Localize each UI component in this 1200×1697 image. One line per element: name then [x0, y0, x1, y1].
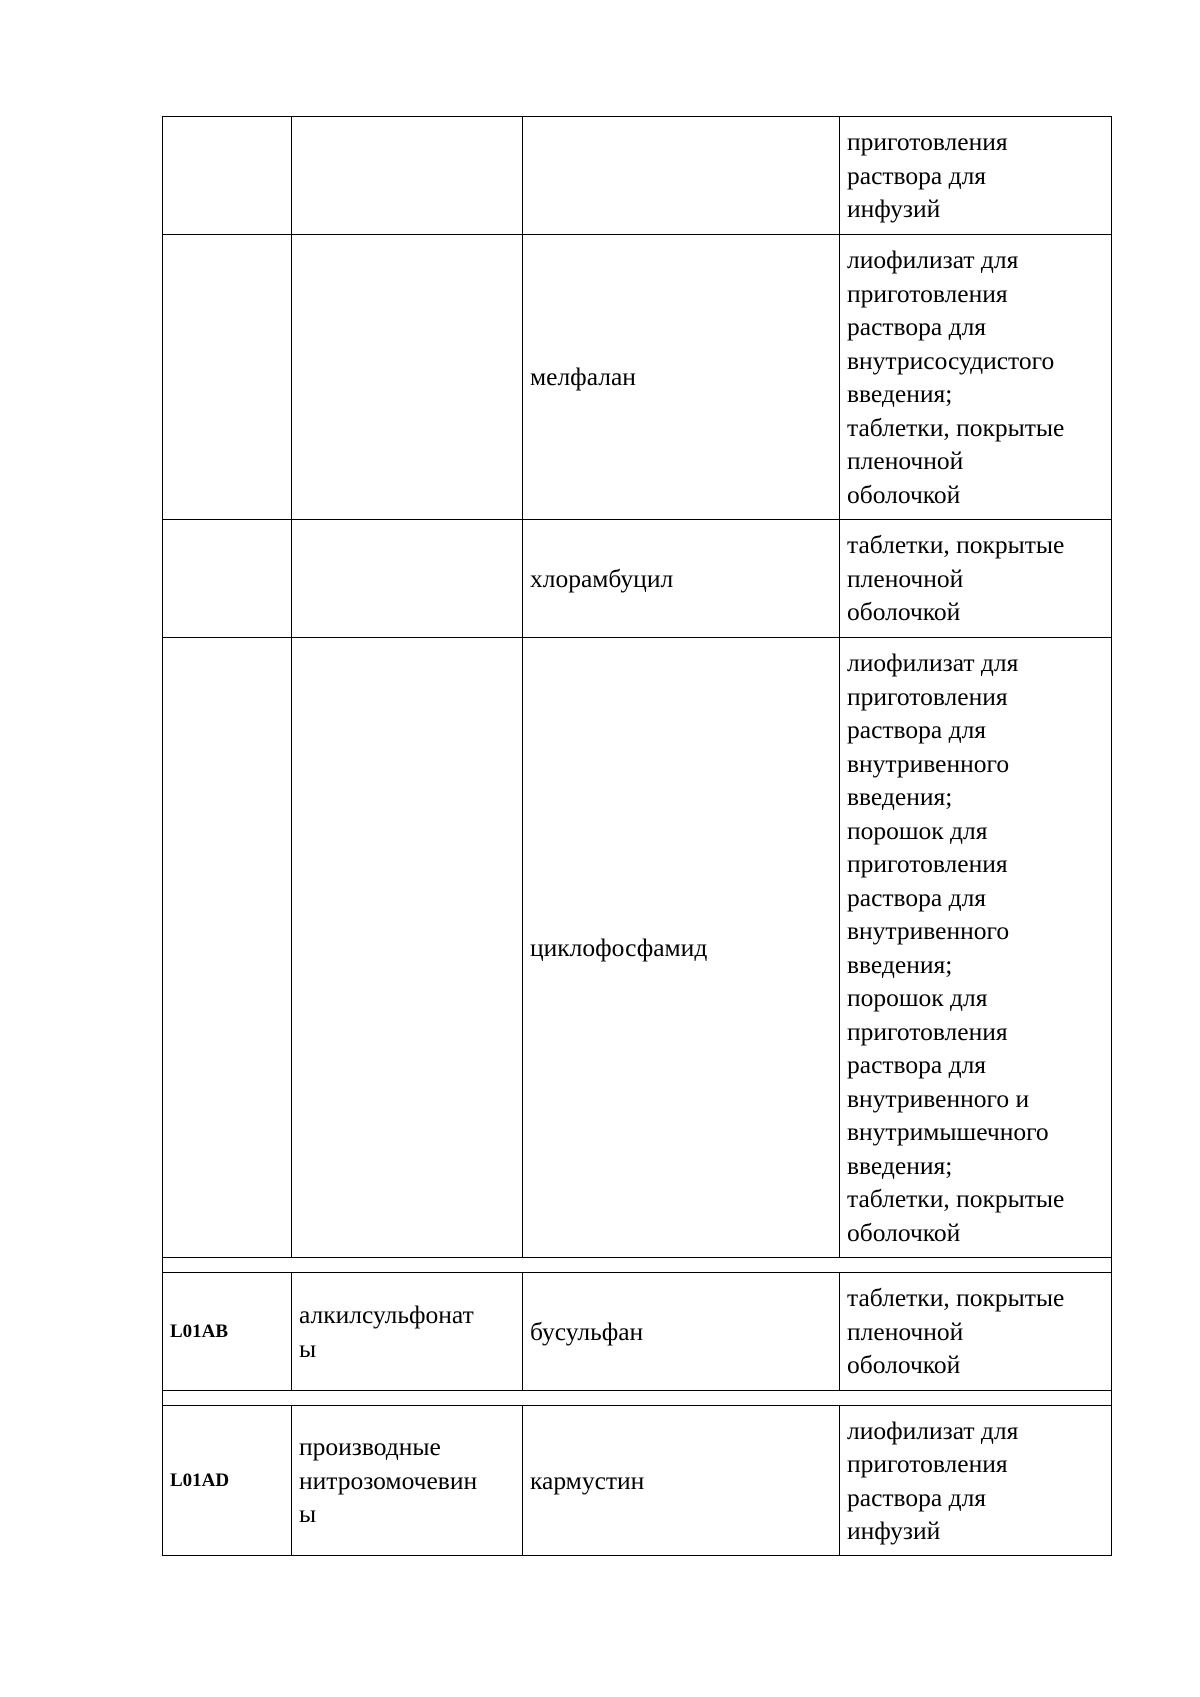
atc-code-cell [163, 235, 292, 520]
atc-code-cell [163, 638, 292, 1258]
dosage-form-cell: лиофилизат для приготовления раствора для инфузий [840, 1406, 1112, 1556]
drug-name-cell: бусульфан [523, 1273, 840, 1391]
drug-name-cell [523, 117, 840, 235]
atc-code-cell: L01AD [163, 1406, 292, 1556]
drug-name-cell: мелфалан [523, 235, 840, 520]
drug-name-cell: хлорамбуцил [523, 520, 840, 638]
dosage-form-cell: лиофилизат для приготовления раствора для внутривенного введения; порошок для приготовления раствора для внутривенного введения; порошок для приготовления раствора для внутривенного и внутримышечного введения; таблетки, покрытые оболочкой [840, 638, 1112, 1258]
group-cell [292, 520, 523, 638]
spacer-cell [163, 1258, 1112, 1273]
table-row [163, 638, 1112, 1258]
dosage-form-cell: таблетки, покрытые пленочной оболочкой [840, 1273, 1112, 1391]
atc-code-cell: L01AB [163, 1273, 292, 1391]
table-row [163, 117, 1112, 235]
table-spacer-row [163, 1391, 1112, 1406]
table-row [163, 235, 1112, 520]
group-cell: алкилсульфонат ы [292, 1273, 523, 1391]
spacer-cell [163, 1391, 1112, 1406]
dosage-form-cell: лиофилизат для приготовления раствора для внутрисосудистого введения; таблетки, покрытые пленочной оболочкой [840, 235, 1112, 520]
table-row [163, 520, 1112, 638]
atc-code-cell [163, 520, 292, 638]
table-row [163, 1273, 1112, 1391]
group-cell [292, 235, 523, 520]
drug-table [162, 116, 1112, 1556]
table-spacer-row [163, 1258, 1112, 1273]
group-cell: производные нитрозомочевин ы [292, 1406, 523, 1556]
group-cell [292, 117, 523, 235]
atc-code-cell [163, 117, 292, 235]
group-cell [292, 638, 523, 1258]
table-row [163, 1406, 1112, 1556]
dosage-form-cell: таблетки, покрытые пленочной оболочкой [840, 520, 1112, 638]
drug-name-cell: циклофосфамид [523, 638, 840, 1258]
drug-name-cell: кармустин [523, 1406, 840, 1556]
dosage-form-cell: приготовления раствора для инфузий [840, 117, 1112, 235]
